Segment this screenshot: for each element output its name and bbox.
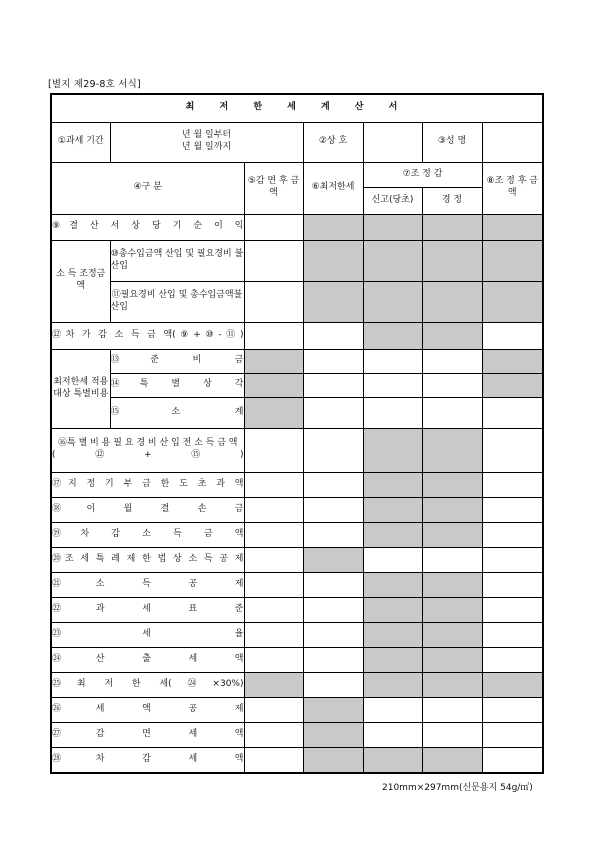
row-label-tax-base: ㉒과 세 표 준 [51,597,244,622]
cell-r13-c8 [482,349,543,373]
cell-r23-c6[interactable] [303,622,363,647]
cell-r27-c8[interactable] [482,722,543,747]
cell-r12-c6[interactable] [303,322,363,349]
cell-r28-c8[interactable] [482,747,543,773]
cell-r13-c7a[interactable] [363,349,422,373]
row-label-special-depreciation: ⑭특 별 상 각 [110,373,244,397]
cell-r12-c8[interactable] [482,322,543,349]
cell-r22-c6[interactable] [303,597,363,622]
row-label-income-before-special: ⑯특 별 비 용 필 요 경 비 산 입 전 소 득 금 액(⑫+⑮) [51,428,244,472]
cell-r20-c8[interactable] [482,547,543,572]
row-label-tax-rate: ㉓세 율 [51,622,244,647]
col-header-minimum-tax: ⑥최저한세 [303,162,363,214]
cell-r11-c8 [482,281,543,322]
cell-r14-c7b[interactable] [422,373,482,397]
cell-r24-c6[interactable] [303,647,363,672]
cell-r17-c6[interactable] [303,472,363,497]
cell-r15-c5 [244,397,303,428]
period-from-text: 년 월 일부터 [181,130,232,141]
cell-r24-c7b [422,647,482,672]
cell-r21-c7b [422,572,482,597]
form-title: 최 저 한 세 계 산 서 [51,94,543,122]
cell-r19-c7b [422,522,482,547]
cell-r16-c7a [363,428,422,472]
cell-r26-c8[interactable] [482,697,543,722]
cell-r21-c6[interactable] [303,572,363,597]
cell-r24-c8[interactable] [482,647,543,672]
period-to-text: 년 월 일까지 [181,142,232,152]
cell-r18-c7a [363,497,422,522]
row-label-net-income-after: ⑲차 감 소 득 금 액 [51,522,244,547]
row-label-minimum-tax: ㉕최 저 한 세(㉔×30%) [51,672,244,697]
cell-r18-c8[interactable] [482,497,543,522]
cell-r9-c7a [363,214,422,240]
cell-r13-c6[interactable] [303,349,363,373]
cell-r12-c7b [422,322,482,349]
cell-r10-c8 [482,240,543,281]
cell-r24-c5[interactable] [244,647,303,672]
cell-r13-c5 [244,349,303,373]
row-label-adjusted-income: ⑫차 가 감 소 득 금 액(⑨+⑩-⑪) [51,322,244,349]
col-header-correction: 경 정 [422,187,482,214]
person-name-field[interactable] [482,122,543,162]
row-label-net-tax: ㉘차 감 세 액 [51,747,244,773]
row-label-revenue-inclusion: ⑩총수입금액 산입 및 필요경비 불산입 [110,240,244,281]
col-header-report: 신고(당초) [363,187,422,214]
cell-r26-c7a[interactable] [363,697,422,722]
cell-r17-c5[interactable] [244,472,303,497]
cell-r10-c6 [303,240,363,281]
cell-r10-c5[interactable] [244,240,303,281]
cell-r9-c6 [303,214,363,240]
cell-r12-c7a [363,322,422,349]
person-name-label: ③성 명 [422,122,482,162]
form-number-label: [별지 제29-8호 서식] [48,79,141,90]
cell-r28-c7a [363,747,422,773]
cell-r23-c7b [422,622,482,647]
cell-r14-c5 [244,373,303,397]
cell-r11-c6 [303,281,363,322]
cell-r20-c7b[interactable] [422,547,482,572]
company-name-field[interactable] [363,122,422,162]
col-header-item: ④구 분 [51,162,244,214]
minimum-tax-calculation-table [50,93,544,774]
cell-r21-c5[interactable] [244,572,303,597]
tax-period-field[interactable] [110,122,303,162]
cell-r27-c7a[interactable] [363,722,422,747]
row-label-tax-reduction: ㉗감 면 세 액 [51,722,244,747]
cell-r22-c7a [363,597,422,622]
group-label-income-adjustment: 소 득 조정금액 [51,240,110,322]
cell-r14-c6[interactable] [303,373,363,397]
cell-r10-c7b [422,240,482,281]
cell-r16-c5[interactable] [244,428,303,472]
cell-r14-c7a[interactable] [363,373,422,397]
group-label-special-expenses: 최저한세 적용대상 특별비용 [51,349,110,428]
cell-r25-c5 [244,672,303,697]
cell-r23-c7a [363,622,422,647]
cell-r14-c8 [482,373,543,397]
col-header-after-adjustment: ⑧조 정 후 금 액 [482,162,543,214]
row-label-donation-excess: ⑰지 정 기 부 금 한 도 초 과 액 [51,472,244,497]
cell-r11-c7a [363,281,422,322]
cell-r11-c5[interactable] [244,281,303,322]
cell-r25-c7b [422,672,482,697]
cell-r28-c7b [422,747,482,773]
cell-r26-c6 [303,697,363,722]
cell-r25-c6[interactable] [303,672,363,697]
cell-r12-c5[interactable] [244,322,303,349]
row-label-net-income: ⑨결 산 서 상 당 기 순 이 익 [51,214,244,240]
row-label-tax-credit: ㉖세 액 공 제 [51,697,244,722]
cell-r15-c8[interactable] [482,397,543,428]
company-name-label: ②상 호 [303,122,363,162]
cell-r17-c8[interactable] [482,472,543,497]
cell-r19-c8[interactable] [482,522,543,547]
cell-r13-c7b[interactable] [422,349,482,373]
cell-r25-c7a [363,672,422,697]
tax-period-label: ①과세 기간 [51,122,110,162]
cell-r22-c8[interactable] [482,597,543,622]
cell-r19-c7a [363,522,422,547]
cell-r28-c6 [303,747,363,773]
row-label-subtotal: ⑮소 계 [110,397,244,428]
cell-r28-c5[interactable] [244,747,303,773]
cell-r18-c7b [422,497,482,522]
cell-r20-c6 [303,547,363,572]
cell-r26-c7b[interactable] [422,697,482,722]
cell-r19-c6[interactable] [303,522,363,547]
cell-r18-c5[interactable] [244,497,303,522]
cell-r11-c7b [422,281,482,322]
cell-r16-c8[interactable] [482,428,543,472]
cell-r10-c7a [363,240,422,281]
cell-r23-c8[interactable] [482,622,543,647]
cell-r9-c5[interactable] [244,214,303,240]
col-header-after-reduction: ⑤감 면 후 금 액 [244,162,303,214]
row-label-income-deduction: ㉑소 득 공 제 [51,572,244,597]
cell-r19-c5[interactable] [244,522,303,547]
cell-r26-c5[interactable] [244,697,303,722]
row-label-loss-carryforward: ⑱이 월 결 손 금 [51,497,244,522]
cell-r22-c7b [422,597,482,622]
cell-r18-c6[interactable] [303,497,363,522]
row-label-expense-inclusion: ⑪필요경비 산입 및 총수입금액불산입 [110,281,244,322]
col-header-adjustment: ⑦조 정 감 [363,162,482,187]
cell-r16-c7b [422,428,482,472]
cell-r27-c5[interactable] [244,722,303,747]
cell-r16-c6[interactable] [303,428,363,472]
cell-r21-c8[interactable] [482,572,543,597]
cell-r27-c6 [303,722,363,747]
row-label-computed-tax: ㉔산 출 세 액 [51,647,244,672]
cell-r20-c7a[interactable] [363,547,422,572]
cell-r15-c6[interactable] [303,397,363,428]
cell-r20-c5[interactable] [244,547,303,572]
cell-r17-c7b [422,472,482,497]
cell-r9-c7b [422,214,482,240]
row-label-special-deduction: ⑳조 세 특 례 제 한 법 상 소 득 공 제 [51,547,244,572]
cell-r24-c7a [363,647,422,672]
cell-r25-c8 [482,672,543,697]
row-label-reserve: ⑬준 비 금 [110,349,244,373]
cell-r27-c7b[interactable] [422,722,482,747]
cell-r21-c7a [363,572,422,597]
cell-r17-c7a [363,472,422,497]
cell-r22-c5[interactable] [244,597,303,622]
cell-r15-c7b[interactable] [422,397,482,428]
paper-spec-footer: 210mm×297mm(신문용지 54g/㎡) [382,783,533,793]
cell-r15-c7a[interactable] [363,397,422,428]
cell-r23-c5[interactable] [244,622,303,647]
cell-r9-c8 [482,214,543,240]
